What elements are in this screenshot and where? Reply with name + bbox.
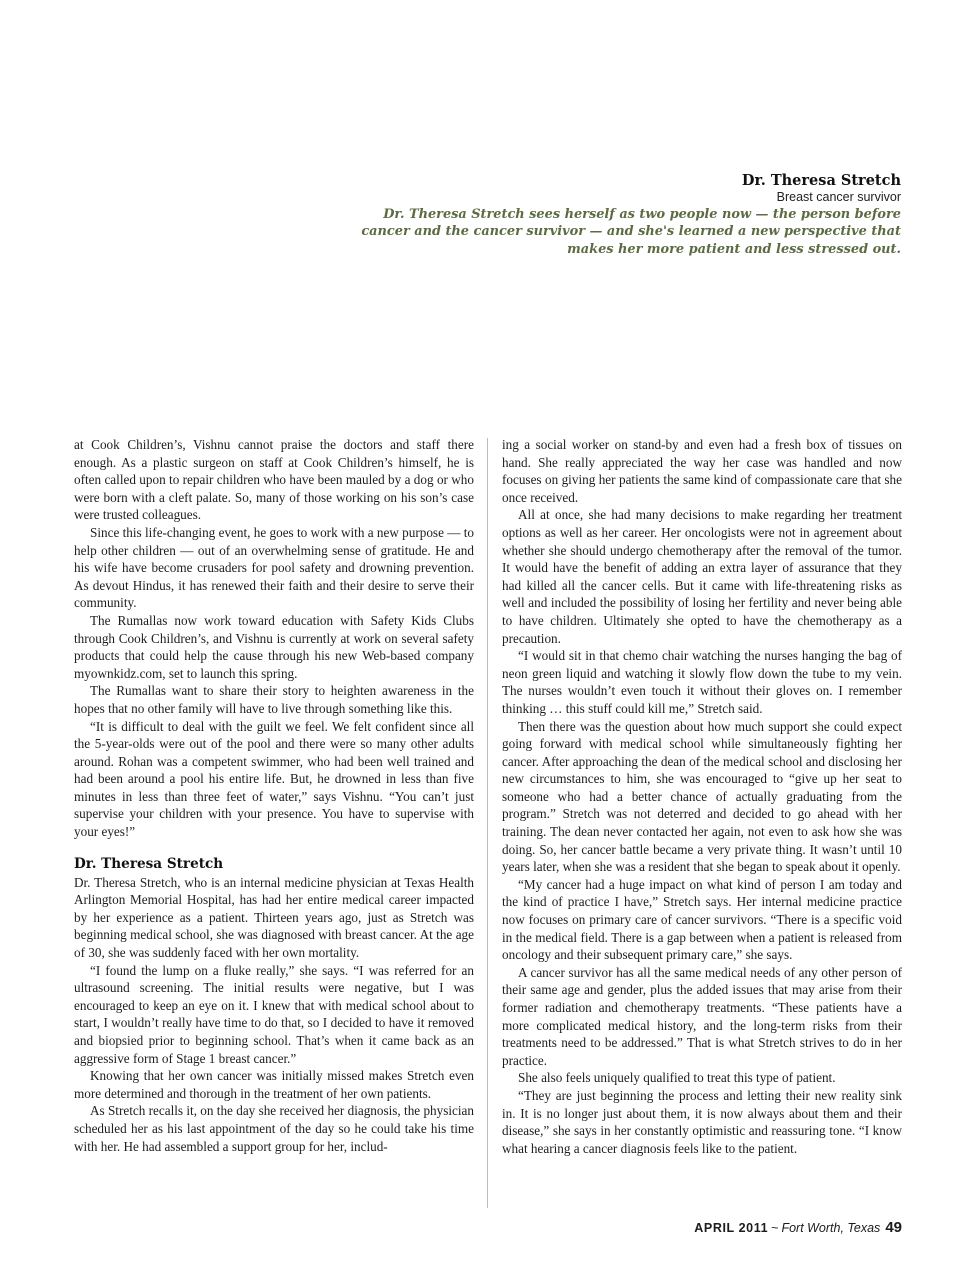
footer-separator: ~ <box>771 1221 779 1235</box>
caption-quote-line: cancer and the cancer survivor — and she's learned a new perspective that <box>361 224 901 240</box>
paragraph: All at once, she had many decisions to make regarding her treatment options as well as her career. Her oncologists were not in agreement about whether she should undergo chemotherapy after the removal of the tumor. It would have the benefit of adding an extra layer of assurance that they had killed all the cancer cells. But it came with life-threatening risks as well and included the possibility of losing her fertility and never being able to have children. Ultimately she opted to have the chemotherapy as a precaution. <box>502 507 902 646</box>
section-heading: Dr. Theresa Stretch <box>74 855 224 872</box>
footer-month: APRIL 2011 <box>694 1221 769 1235</box>
page-footer <box>694 1219 902 1236</box>
paragraph: ing a social worker on stand-by and even had a fresh box of tissues on hand. She really appreciated the way her case was handled and now focuses on giving her patients the same kind of compassionate care that she once received. <box>502 437 902 505</box>
page-number: 49 <box>885 1219 902 1236</box>
paragraph: “They are just beginning the process and letting their new reality sink in. It is no longer just about them, it is now always about them and their disease,” she says in her constantly optimistic and reassuring tone. “I know what hearing a cancer diagnosis feels like to the patient. <box>502 1087 902 1156</box>
paragraph: A cancer survivor has all the same medical needs of any other person of their same age and gender, plus the added issues that may arise from their former radiation and chemotherapy treatments. “These patients have a more complicated medical history, and the long-term risks from their treatments need to be addressed.” That is what Stretch strives to do in her practice. <box>502 964 902 1068</box>
paragraph: She also feels uniquely qualified to treat this type of patient. <box>518 1070 836 1086</box>
caption-quote <box>301 206 901 258</box>
paragraph: Then there was the question about how much support she could expect going forward with medical school while simultaneously fighting her cancer. After approaching the dean of the medical school and disclosing her new circumstances to him, she was encouraged to “give up her seat to someone who had a better chance of actually graduating from the program.” Stretch was not deterred and decided to go ahead with her training. The dean never contacted her again, not even to ask how she was doing. So, her cancer battle became a very private thing. It wasn’t until 10 years later, when she was a resident that she began to speak about it openly. <box>502 718 902 875</box>
left-column <box>74 436 474 1155</box>
paragraph: “My cancer had a huge impact on what kind of person I am today and the kind of practice I have,” Stretch says. Her internal medicine practice now focuses on primary care of cancer survivors. “There is a specific void in the medical field. There is a gap between when a patient is released from oncology and their subsequent primary care,” she says. <box>502 876 902 963</box>
paragraph: Knowing that her own cancer was initially missed makes Stretch even more determined and thorough in the treatment of her own patients. <box>74 1068 474 1101</box>
paragraph: The Rumallas now work toward education with Safety Kids Clubs through Cook Children’s, and Vishnu is currently at work on several safety products that could help the cause through his new Web-based company myownkidz.com, set to launch this spring. <box>74 612 474 681</box>
right-column <box>502 436 902 1157</box>
paragraph: “I found the lump on a fluke really,” she says. “I was referred for an ultrasound screening. The initial results were negative, but I was encouraged to keep an eye on it. I knew that with medical school about to start, I wouldn’t really have time to do that, so I decided to have it removed and biopsied prior to beginning school. That’s when it came back as an aggressive form of Stage 1 breast cancer.” <box>74 962 474 1066</box>
paragraph: “It is difficult to deal with the guilt we feel. We felt confident since all the 5-year-olds were out of the pool and there were so many other adults around. Rohan was a competent swimmer, who had been well trained and had been around a pool his entire life. But, he drowned in less than five minutes in less than three feet of water,” says Vishnu. “You can’t just supervise your children with your presence. You have to supervise with your eyes!” <box>74 718 474 840</box>
footer-publication: Fort Worth, Texas <box>781 1221 881 1235</box>
paragraph: As Stretch recalls it, on the day she received her diagnosis, the physician scheduled her as his last appointment of the day so he could take his time with her. He had assembled a support group for her, includ- <box>74 1103 474 1154</box>
paragraph: The Rumallas want to share their story to heighten awareness in the hopes that no other family will have to live through something like this. <box>74 683 474 716</box>
column-divider <box>487 438 488 1208</box>
paragraph: Since this life-changing event, he goes to work with a new purpose — to help other children — out of an overwhelming sense of gratitude. He and his wife have become crusaders for pool safety and drowning prevention. As devout Hindus, it has renewed their faith and their desire to serve their community. <box>74 524 474 611</box>
paragraph: Dr. Theresa Stretch, who is an internal medicine physician at Texas Health Arlington Memorial Hospital, has had her entire medical career impacted by her experience as a patient. Thirteen years ago, just as Stretch was beginning medical school, she was diagnosed with breast cancer. At the age of 30, she was suddenly faced with her own mortality. <box>74 874 474 961</box>
paragraph: at Cook Children’s, Vishnu cannot praise the doctors and staff there enough. As a plastic surgeon on staff at Cook Children’s himself, he is often called upon to repair children who have been mauled by a dog or who were born with a cleft palate. So, many of those working on his son’s case were trusted colleagues. <box>74 437 474 523</box>
caption-quote-line: makes her more patient and less stressed out. <box>567 241 901 257</box>
caption-name: Dr. Theresa Stretch <box>741 172 901 189</box>
caption-role: Breast cancer survivor <box>776 190 901 204</box>
paragraph: “I would sit in that chemo chair watching the nurses hanging the bag of neon green liquid and watching it slowly flow down the tube to my vein. The nurses wouldn’t even touch it without their gloves on. I remember thinking … this stuff could kill me,” Stretch said. <box>502 648 902 716</box>
caption-quote-line: Dr. Theresa Stretch sees herself as two people now — the person before <box>383 207 901 222</box>
photo-caption <box>301 172 901 258</box>
